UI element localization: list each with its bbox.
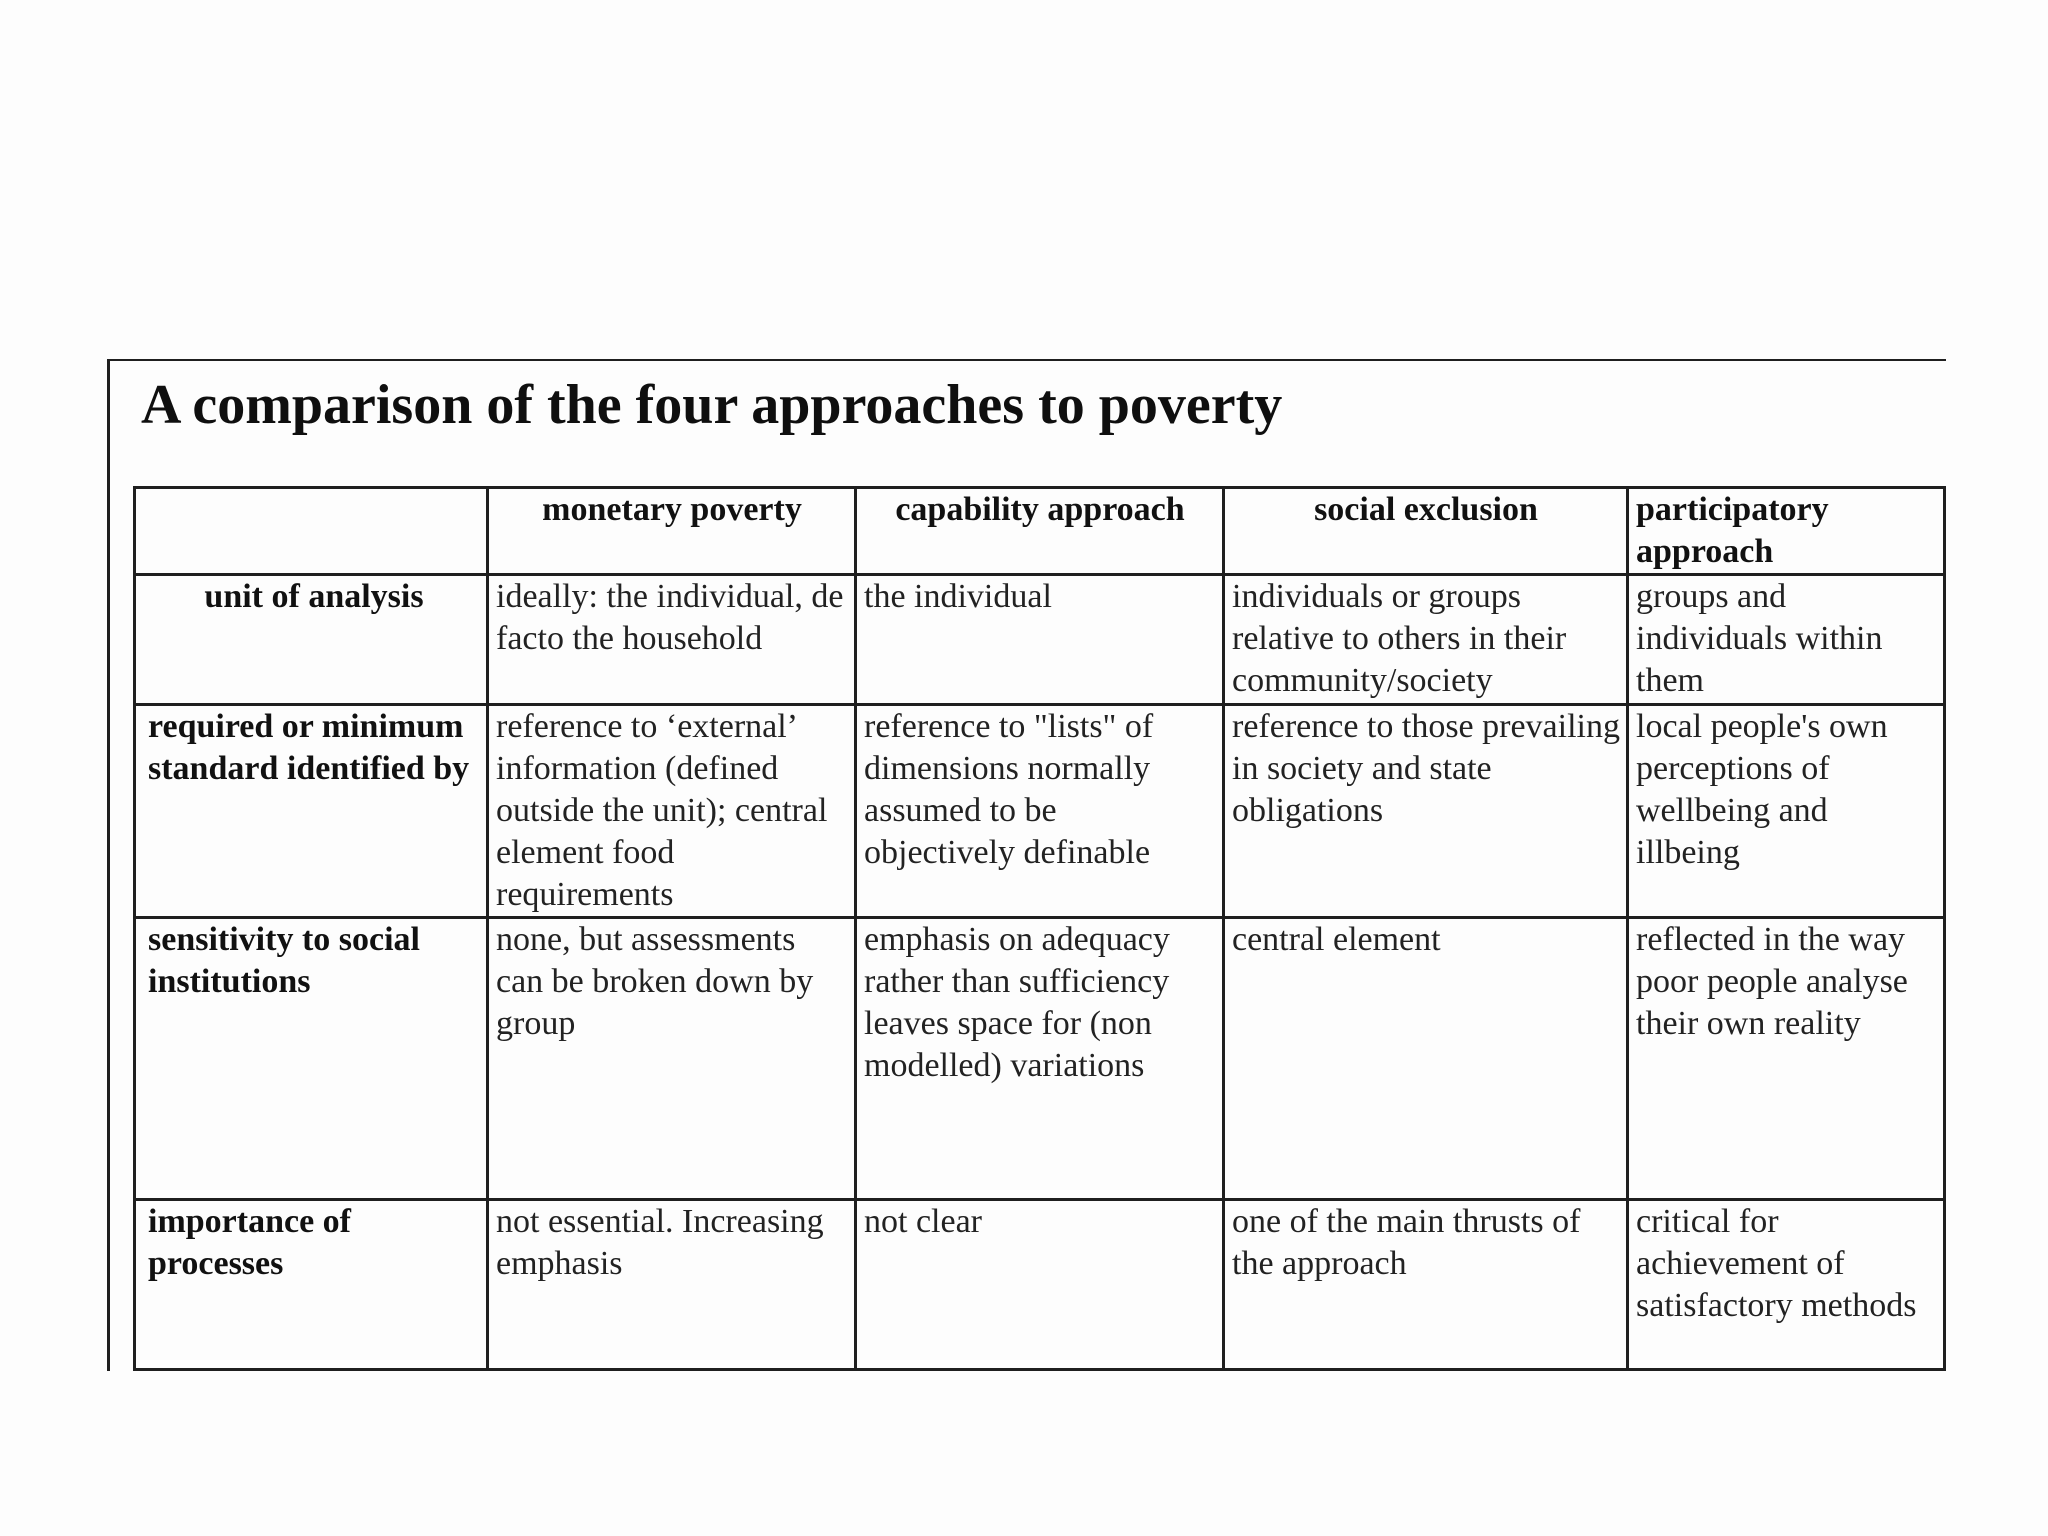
table-cell: groups and individuals within them — [1628, 575, 1945, 705]
table-row-unit-of-analysis — [135, 575, 1945, 705]
frame-top-rule — [108, 359, 1946, 361]
table-cell: central element — [1224, 918, 1628, 1200]
table-cell: critical for achievement of satisfactory methods — [1628, 1200, 1945, 1370]
table-cell: ideally: the individual, de facto the household — [488, 575, 856, 705]
table-cell: none, but assessments can be broken down by group — [488, 918, 856, 1200]
table-cell: reflected in the way poor people analyse their own reality — [1628, 918, 1945, 1200]
table-cell: individuals or groups relative to others in their community/society — [1224, 575, 1628, 705]
row-label: sensitivity to social institutions — [135, 918, 488, 1200]
table-cell: reference to ‘external’ information (defined outside the unit); central element food requirements — [488, 705, 856, 918]
row-label: required or minimum standard identified by — [135, 705, 488, 918]
table-cell: the individual — [856, 575, 1224, 705]
column-header-empty — [135, 488, 488, 575]
table-row-processes — [135, 1200, 1945, 1370]
column-header-capability-approach: capability approach — [856, 488, 1224, 575]
table-cell: local people's own perceptions of wellbeing and illbeing — [1628, 705, 1945, 918]
column-header-monetary-poverty: monetary poverty — [488, 488, 856, 575]
table-cell: not essential. Increasing emphasis — [488, 1200, 856, 1370]
table-row-sensitivity — [135, 918, 1945, 1200]
frame-left-rule — [107, 359, 110, 1371]
table-cell: reference to "lists" of dimensions normally assumed to be objectively definable — [856, 705, 1224, 918]
table-header-row — [135, 488, 1945, 575]
table-cell: not clear — [856, 1200, 1224, 1370]
table-cell: reference to those prevailing in society and state obligations — [1224, 705, 1628, 918]
page-title: A comparison of the four approaches to poverty — [141, 374, 1283, 436]
row-label: unit of analysis — [135, 575, 488, 705]
table-row-minimum-standard — [135, 705, 1945, 918]
row-label: importance of processes — [135, 1200, 488, 1370]
column-header-social-exclusion: social exclusion — [1224, 488, 1628, 575]
table-cell: one of the main thrusts of the approach — [1224, 1200, 1628, 1370]
column-header-participatory-approach: participatory approach — [1628, 488, 1945, 575]
comparison-table — [133, 486, 1946, 1371]
table-cell: emphasis on adequacy rather than sufficiency leaves space for (non modelled) variations — [856, 918, 1224, 1200]
